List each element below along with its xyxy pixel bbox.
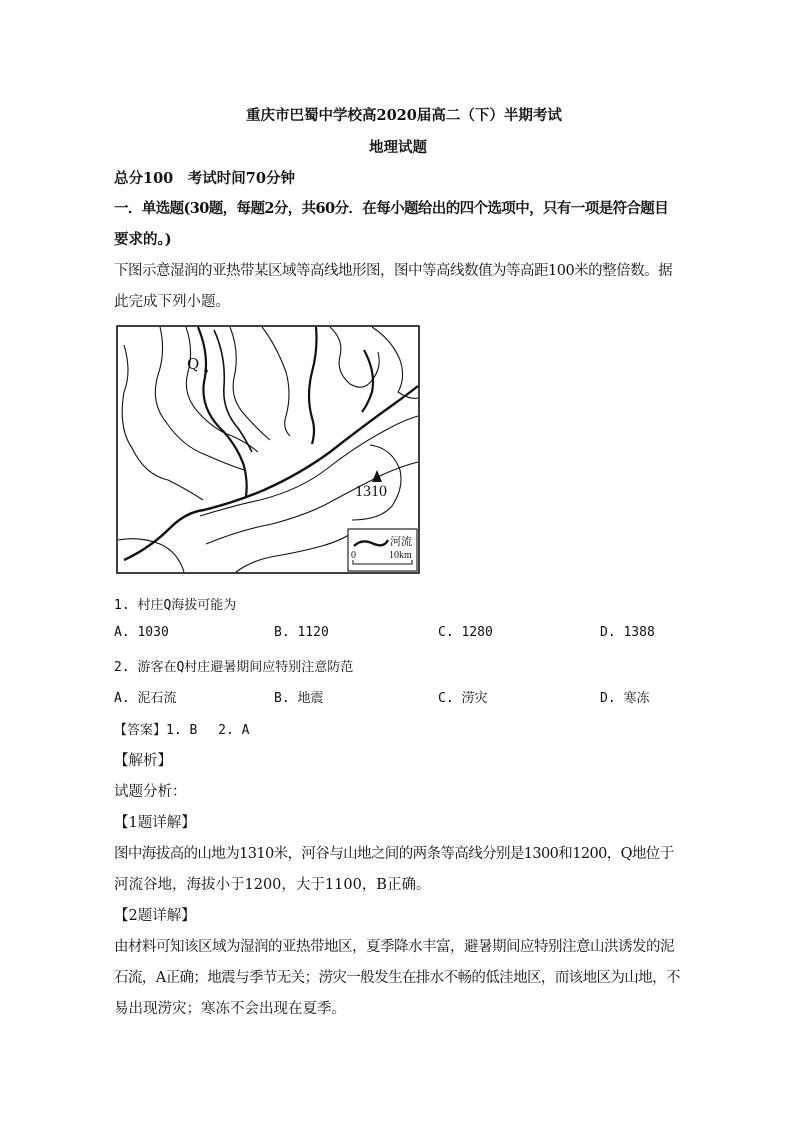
contour-line (230, 327, 270, 440)
detail-1-line2: 河流谷地，海拔小于1200，大于1100，B正确。 (114, 877, 431, 893)
contour-line (262, 327, 290, 436)
analysis-heading: 【解析】 (114, 753, 172, 769)
question-2-option-c: C. 涝灾 (438, 691, 488, 706)
village-dot (204, 369, 208, 373)
peak-label: 1310 (355, 483, 387, 500)
page-subtitle: 地理试题 (369, 139, 427, 156)
answer-line: 【答案】1. B 2. A (114, 723, 250, 738)
contour-line (186, 327, 258, 452)
detail-2-line3: 易出现涝灾；寒冻不会出现在夏季。 (114, 1001, 346, 1017)
question-1-option-c: C. 1280 (438, 625, 493, 640)
scale-end-label: 10km (389, 550, 412, 561)
village-label: Q (187, 355, 200, 373)
question-2-option-b: B. 地震 (274, 691, 324, 706)
contour-line (155, 327, 244, 470)
detail-2-line1: 由材料可知该区域为湿润的亚热带地区，夏季降水丰富，避暑期间应特别注意山洪诱发的泥 (114, 939, 674, 955)
detail-1-heading: 【1题详解】 (114, 815, 196, 831)
question-1-option-a: A. 1030 (114, 625, 169, 640)
page-title: 重庆市巴蜀中学校高2020届高二（下）半期考试 (246, 107, 562, 124)
detail-1-line1: 图中海拔高的山地为1310米，河谷与山地之间的两条等高线分别是1300和1200，Q地位于 (114, 846, 674, 862)
contour-line (236, 534, 350, 572)
section-heading-line1: 一．单选题(30题，每题2分，共60分．在每小题给出的四个选项中，只有一项是符合题目 (114, 200, 669, 217)
tributary-river (309, 327, 317, 444)
intro-line2: 此完成下列小题。 (114, 294, 230, 310)
legend-river-label: 河流 (390, 535, 412, 548)
analysis-intro: 试题分析： (114, 784, 187, 800)
question-1-stem: 1. 村庄Q海拔可能为 (114, 598, 237, 613)
detail-2-line2: 石流，A正确；地震与季节无关；涝灾一般发生在排水不畅的低洼地区，而该地区为山地，不 (114, 970, 680, 986)
scale-zero-label: 0 (351, 550, 356, 561)
question-2-stem: 2. 游客在Q村庄避暑期间应特别注意防范 (114, 660, 354, 675)
section-heading-line2: 要求的。) (114, 231, 172, 248)
intro-line1: 下图示意湿润的亚热带某区域等高线地形图，图中等高线数值为等高距100米的整倍数。据 (114, 263, 673, 279)
question-2-option-d: D. 寒冻 (600, 691, 650, 706)
exam-info: 总分100 考试时间70分钟 (114, 170, 295, 187)
question-1-option-d: D. 1388 (600, 625, 655, 640)
question-1-option-b: B. 1120 (274, 625, 329, 640)
question-2-option-a: A. 泥石流 (114, 691, 177, 706)
detail-2-heading: 【2题详解】 (114, 908, 196, 924)
